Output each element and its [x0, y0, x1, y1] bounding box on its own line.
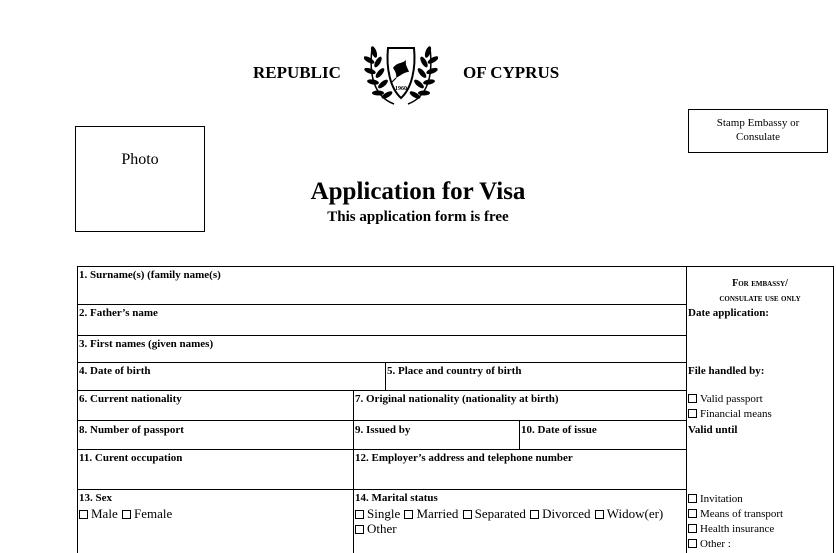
svg-text:1960: 1960	[395, 86, 407, 92]
embassy-financial-means[interactable]: Financial means	[687, 408, 772, 420]
checkbox-icon[interactable]	[688, 494, 697, 503]
col-divider-4-5	[385, 362, 386, 390]
header-of-cyprus: OF CYPRUS	[463, 63, 560, 82]
photo-label: Photo	[121, 151, 159, 168]
embassy-other[interactable]: Other :	[687, 538, 731, 550]
field-marital-status: 14. Marital status	[355, 492, 438, 504]
field-original-nationality[interactable]: 7. Original nationality (nationality at birth)	[355, 393, 559, 405]
marital-option-divorced[interactable]: Divorced	[529, 506, 590, 521]
checkbox-icon[interactable]	[688, 394, 697, 403]
embassy-heading-line1: For embassy/	[732, 278, 788, 289]
embassy-date-application: Date application:	[688, 307, 769, 319]
embassy-valid-passport[interactable]: Valid passport	[687, 393, 763, 405]
field-surname[interactable]: 1. Surname(s) (family name(s)	[79, 269, 221, 281]
embassy-heading-line2: consulate use only	[719, 293, 801, 304]
checkbox-icon[interactable]	[404, 510, 413, 519]
marital-option-married[interactable]: Married	[403, 506, 458, 521]
checkbox-icon[interactable]	[688, 524, 697, 533]
marital-options-row2	[354, 521, 397, 537]
row-divider-5	[77, 420, 686, 421]
field-passport-number[interactable]: 8. Number of passport	[79, 424, 184, 436]
header-republic: REPUBLIC	[253, 63, 341, 82]
checkbox-icon[interactable]	[463, 510, 472, 519]
marital-options-row1	[354, 506, 663, 522]
embassy-invitation[interactable]: Invitation	[687, 493, 743, 505]
embassy-heading	[687, 276, 833, 306]
checkbox-icon[interactable]	[122, 510, 131, 519]
checkbox-icon[interactable]	[688, 509, 697, 518]
checkbox-icon[interactable]	[595, 510, 604, 519]
field-date-of-birth[interactable]: 4. Date of birth	[79, 365, 151, 377]
field-occupation[interactable]: 11. Curent occupation	[79, 452, 183, 464]
sex-option-male[interactable]: Male	[78, 506, 118, 521]
field-place-of-birth[interactable]: 5. Place and country of birth	[387, 365, 522, 377]
field-issued-by[interactable]: 9. Issued by	[355, 424, 411, 436]
sex-options	[78, 506, 172, 522]
stamp-label-line1: Stamp Embassy or	[716, 117, 800, 129]
checkbox-icon[interactable]	[688, 409, 697, 418]
marital-option-widower[interactable]: Widow(er)	[594, 506, 664, 521]
field-date-of-issue[interactable]: 10. Date of issue	[521, 424, 597, 436]
embassy-health-insurance[interactable]: Health insurance	[687, 523, 774, 535]
marital-option-single[interactable]: Single	[354, 506, 400, 521]
checkbox-icon[interactable]	[688, 539, 697, 548]
stamp-label-line2: Consulate	[736, 131, 780, 143]
marital-option-separated[interactable]: Separated	[462, 506, 526, 521]
field-fathers-name[interactable]: 2. Father’s name	[79, 307, 158, 319]
row-divider-7	[77, 489, 686, 490]
row-divider-4	[77, 390, 686, 391]
field-current-nationality[interactable]: 6. Current nationality	[79, 393, 182, 405]
embassy-file-handled: File handled by:	[688, 365, 765, 377]
field-sex: 13. Sex	[79, 492, 112, 504]
sex-option-female[interactable]: Female	[121, 506, 172, 521]
checkbox-icon[interactable]	[355, 525, 364, 534]
embassy-valid-until: Valid until	[688, 424, 738, 436]
checkbox-icon[interactable]	[79, 510, 88, 519]
form-top-border	[77, 266, 833, 267]
field-first-names[interactable]: 3. First names (given names)	[79, 338, 214, 350]
page-subtitle: This application form is free	[327, 209, 509, 225]
marital-option-other[interactable]: Other	[354, 521, 397, 536]
row-divider-6	[77, 449, 686, 450]
checkbox-icon[interactable]	[530, 510, 539, 519]
cyprus-seal-icon	[364, 38, 438, 108]
checkbox-icon[interactable]	[355, 510, 364, 519]
row-divider-3	[77, 362, 686, 363]
field-employer-address[interactable]: 12. Employer’s address and telephone number	[355, 452, 573, 464]
stamp-label	[688, 116, 828, 144]
page-title: Application for Visa	[310, 178, 526, 205]
row-divider-2	[77, 335, 686, 336]
col-divider-9-10	[519, 420, 520, 449]
form-right-border	[833, 266, 834, 553]
row-divider-1	[77, 304, 686, 305]
embassy-means-transport[interactable]: Means of transport	[687, 508, 783, 520]
